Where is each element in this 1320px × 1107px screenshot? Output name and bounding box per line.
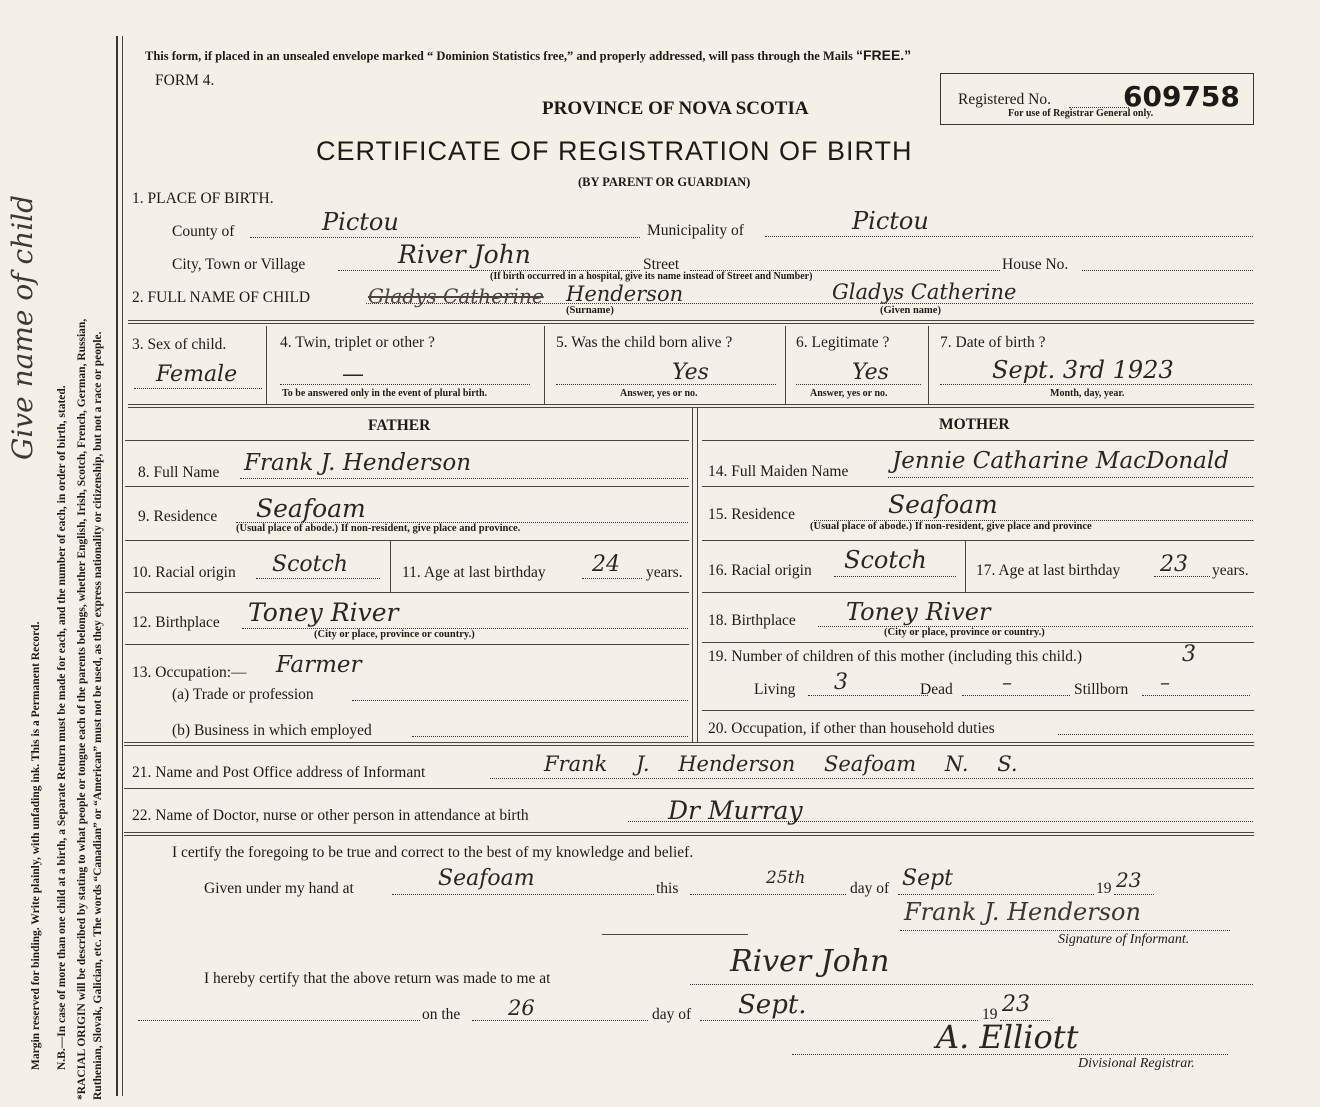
dob-value: Sept. 3rd 1923 <box>992 356 1174 384</box>
city-label: City, Town or Village <box>172 256 306 273</box>
mother-birthplace-note: (City or place, province or country.) <box>884 627 1045 638</box>
sidebar-line-4: Ruthenian, Slovak, Galician, etc. The words “Canadian” or “American” must not be used, as they express nationality or citizenship, but not a race or people. <box>92 331 104 1100</box>
mother-race-label: 16. Racial origin <box>708 562 812 579</box>
child-name-label: 2. FULL NAME OF CHILD <box>132 289 311 306</box>
child-given-value: Gladys Catherine <box>832 280 1017 304</box>
return-place-value: River John <box>730 944 890 979</box>
sidebar-line-2: N.B.—In case of more than one child at a birth, a Separate Return must be made for each, and the number of each, in order of birth, stated. <box>56 385 68 1070</box>
this-day-value: 25th <box>766 868 806 888</box>
child-surname-value: Henderson <box>566 282 684 306</box>
certify-statement: I certify the foregoing to be true and correct to the best of my knowledge and belief. <box>172 844 694 861</box>
mail-notice-text: This form, if placed in an unsealed envelope marked “ Dominion Statistics free,” and properly addressed, will pass through the Mails <box>145 49 856 63</box>
mail-notice-free: “FREE.” <box>855 47 912 63</box>
registered-box <box>940 73 1254 125</box>
mother-name-value: Jennie Catharine MacDonald <box>892 448 1229 474</box>
certificate-subtitle: (BY PARENT OR GUARDIAN) <box>578 175 751 189</box>
doctor-label: 22. Name of Doctor, nurse or other person in attendance at birth <box>132 807 529 824</box>
return-statement: I hereby certify that the above return was made to me at <box>204 970 551 987</box>
father-name-label: 8. Full Name <box>138 464 220 481</box>
father-birthplace-value: Toney River <box>248 598 399 627</box>
father-name-value: Frank J. Henderson <box>244 450 472 476</box>
county-label: County of <box>172 223 235 240</box>
year-2-prefix: 19 <box>982 1006 998 1023</box>
mother-residence-value: Seafoam <box>888 490 998 519</box>
father-residence-note: (Usual place of abode.) If non-resident, give place and province. <box>236 523 521 534</box>
alive-value: Yes <box>672 360 709 385</box>
binding-rule-inner <box>122 36 123 1096</box>
binding-rule <box>116 36 118 1096</box>
mother-race-value: Scotch <box>844 546 927 574</box>
mother-years-label: years. <box>1212 562 1249 579</box>
year-value: 23 <box>1116 868 1142 892</box>
given-caption: (Given name) <box>880 305 941 316</box>
house-label: House No. <box>1002 256 1069 273</box>
dead-value: – <box>1002 670 1012 694</box>
father-residence-value: Seafoam <box>256 494 366 523</box>
informant-signature: Frank J. Henderson <box>904 898 1141 926</box>
mother-birthplace-label: 18. Birthplace <box>708 612 796 629</box>
twin-value: — <box>342 362 364 387</box>
stillborn-label: Stillborn <box>1074 681 1129 698</box>
mother-occupation-label: 20. Occupation, if other than household duties <box>708 720 995 737</box>
registered-label: Registered No. <box>958 91 1051 108</box>
registrar-use-note: For use of Registrar General only. <box>1008 108 1154 119</box>
registered-number: 609758 <box>1123 80 1240 113</box>
doctor-value: Dr Murray <box>668 796 803 825</box>
legitimate-note: Answer, yes or no. <box>810 388 888 399</box>
living-value: 3 <box>834 670 848 695</box>
day-of-2-label: day of <box>652 1006 692 1023</box>
dob-note: Month, day, year. <box>1050 388 1125 399</box>
municipality-value: Pictou <box>852 207 929 235</box>
province-heading: PROVINCE OF NOVA SCOTIA <box>542 98 809 119</box>
mail-notice <box>145 47 911 64</box>
surname-caption: (Surname) <box>566 305 614 316</box>
form-number: FORM 4. <box>155 72 215 89</box>
municipality-label: Municipality of <box>647 222 744 239</box>
sidebar-line-3: *RACIAL ORIGIN will be described by stating to what people or tongue each of the parents belongs, whether English, Irish, Scotch, French, German, Russian, <box>76 318 88 1100</box>
mother-birthplace-value: Toney River <box>846 598 991 626</box>
stillborn-value: – <box>1160 670 1170 694</box>
informant-signature-caption: Signature of Informant. <box>1058 932 1190 947</box>
registrar-signature: A. Elliott <box>936 1018 1079 1056</box>
living-label: Living <box>754 681 796 698</box>
legitimate-value: Yes <box>852 360 889 385</box>
father-heading: FATHER <box>368 417 431 434</box>
father-age-value: 24 <box>592 552 620 577</box>
children-count-label: 19. Number of children of this mother (including this child.) <box>708 648 1083 665</box>
sidebar-line-1: Margin reserved for binding. Write plainly, with unfading ink. This is a Permanent Record. <box>30 621 42 1070</box>
dob-label: 7. Date of birth ? <box>940 334 1046 351</box>
place-of-birth-heading: 1. PLACE OF BIRTH. <box>132 190 274 207</box>
margin-note: Give name of child <box>6 194 39 460</box>
street-label: Street <box>643 256 680 273</box>
dead-label: Dead <box>920 681 953 698</box>
father-birthplace-note: (City or place, province or country.) <box>314 629 475 640</box>
alive-note: Answer, yes or no. <box>620 388 698 399</box>
legitimate-label: 6. Legitimate ? <box>796 334 890 351</box>
on-the-value: 26 <box>508 996 535 1020</box>
mother-age-label: 17. Age at last birthday <box>976 562 1121 579</box>
year-prefix: 19 <box>1096 880 1112 897</box>
day-of-2-value: Sept. <box>738 990 807 1020</box>
sex-value: Female <box>156 362 238 387</box>
mother-heading: MOTHER <box>939 416 1010 433</box>
given-under-label: Given under my hand at <box>204 880 354 897</box>
year-2-value: 23 <box>1002 992 1030 1017</box>
day-of-label: day of <box>850 880 890 897</box>
registrar-caption: Divisional Registrar. <box>1078 1056 1195 1071</box>
father-age-label: 11. Age at last birthday <box>402 564 546 581</box>
father-race-label: 10. Racial origin <box>132 564 236 581</box>
child-name-struck: Gladys Catherine <box>368 284 544 308</box>
on-the-label: on the <box>422 1006 461 1023</box>
business-label: (b) Business in which employed <box>172 722 372 739</box>
mother-age-value: 23 <box>1160 552 1188 577</box>
children-count-value: 3 <box>1182 642 1196 667</box>
sex-label: 3. Sex of child. <box>132 336 227 353</box>
certificate-title: CERTIFICATE OF REGISTRATION OF BIRTH <box>316 136 913 166</box>
given-place-value: Seafoam <box>438 866 535 891</box>
day-of-value: Sept <box>902 866 954 891</box>
mother-residence-label: 15. Residence <box>708 506 795 523</box>
alive-label: 5. Was the child born alive ? <box>556 334 733 351</box>
informant-value: Frank J. Henderson Seafoam N. S. <box>544 752 1018 776</box>
mother-residence-note: (Usual place of abode.) If non-resident, give place and province <box>810 521 1092 532</box>
father-occupation-value: Farmer <box>276 652 362 678</box>
city-value: River John <box>398 240 531 269</box>
father-race-value: Scotch <box>272 552 348 577</box>
this-label: this <box>656 880 679 897</box>
hospital-note: (If birth occurred in a hospital, give its name instead of Street and Number) <box>490 271 813 282</box>
twin-note: To be answered only in the event of plural birth. <box>282 388 488 399</box>
father-years-label: years. <box>646 564 683 581</box>
father-residence-label: 9. Residence <box>138 508 218 525</box>
county-value: Pictou <box>322 208 399 236</box>
father-birthplace-label: 12. Birthplace <box>132 614 220 631</box>
trade-label: (a) Trade or profession <box>172 686 314 703</box>
twin-label: 4. Twin, triplet or other ? <box>280 334 435 351</box>
father-occupation-label: 13. Occupation:— <box>132 664 247 681</box>
informant-label: 21. Name and Post Office address of Informant <box>132 764 426 781</box>
mother-name-label: 14. Full Maiden Name <box>708 463 849 480</box>
